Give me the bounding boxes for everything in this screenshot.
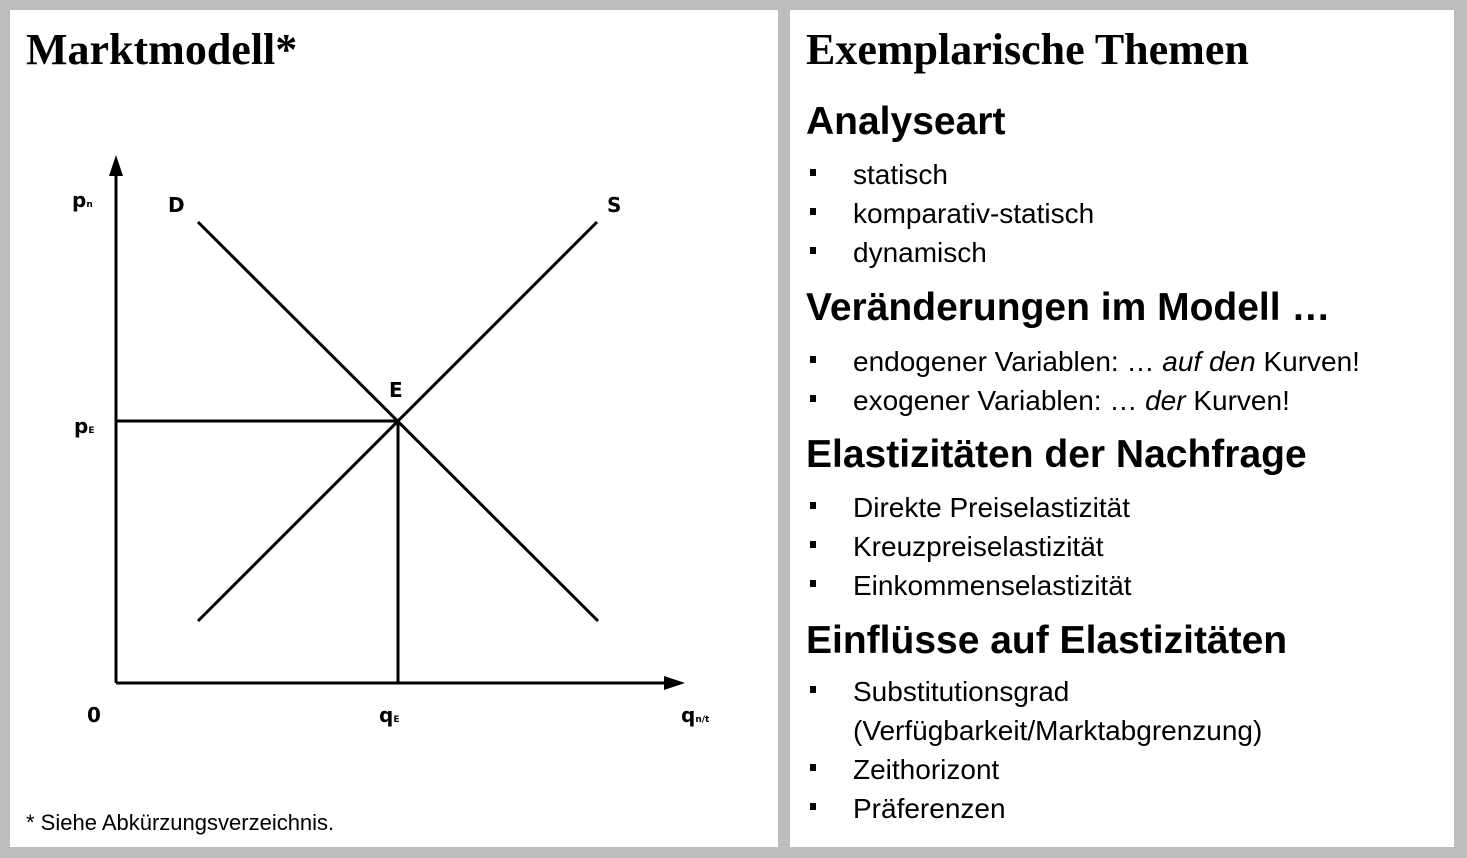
demand-label: D xyxy=(168,193,185,217)
origin-label: 0 xyxy=(87,703,101,727)
list-item: Direkte Preiselastizität xyxy=(806,488,1446,527)
equilibrium-label: E xyxy=(389,378,403,402)
market-model-title: Marktmodell* xyxy=(26,25,298,74)
list-item: komparativ-statisch xyxy=(806,194,1446,233)
price-axis-arrow xyxy=(109,155,123,176)
bullet-icon xyxy=(810,803,816,810)
equilibrium-quantity-label: qE xyxy=(379,703,400,727)
list-veraenderungen xyxy=(806,342,1446,420)
list-item: Substitutionsgrad (Verfügbarkeit/Marktabgrenzung) xyxy=(806,672,1446,750)
list-item: Präferenzen xyxy=(806,789,1446,828)
topics-list xyxy=(806,94,1446,828)
section-heading-analyseart: Analyseart xyxy=(806,100,1006,143)
bullet-icon xyxy=(810,208,816,215)
list-item: Kreuzpreiselastizität xyxy=(806,527,1446,566)
section-heading-veraenderungen: Veränderungen im Modell … xyxy=(806,285,1331,329)
list-elastizitaeten xyxy=(806,488,1446,605)
bullet-icon xyxy=(810,580,816,587)
list-analyseart xyxy=(806,155,1446,272)
bullet-icon xyxy=(810,169,816,176)
equilibrium-price-label: pE xyxy=(74,414,95,438)
quantity-axis-label: qn/t xyxy=(681,703,710,727)
bullet-icon xyxy=(810,356,816,363)
list-item: exogener Variablen: … der Kurven! xyxy=(806,381,1446,420)
list-einfluesse xyxy=(806,672,1446,828)
bullet-icon xyxy=(810,247,816,254)
bullet-icon xyxy=(810,764,816,771)
section-heading-elastizitaeten: Elastizitäten der Nachfrage xyxy=(806,432,1307,476)
list-item: Zeithorizont xyxy=(806,750,1446,789)
topics-title: Exemplarische Themen xyxy=(806,25,1249,74)
list-item: statisch xyxy=(806,155,1446,194)
list-item: Einkommenselastizität xyxy=(806,566,1446,605)
topics-panel xyxy=(790,10,1454,847)
section-heading-einfluesse: Einflüsse auf Elastizitäten xyxy=(806,618,1288,662)
supply-demand-diagram xyxy=(10,10,778,800)
bullet-icon xyxy=(810,395,816,402)
bullet-icon xyxy=(810,502,816,509)
bullet-icon xyxy=(810,541,816,548)
price-axis-label: pn xyxy=(72,188,93,212)
market-model-panel xyxy=(10,10,778,847)
footnote: * Siehe Abkürzungsverzeichnis. xyxy=(26,810,335,835)
supply-label: S xyxy=(607,193,622,217)
quantity-axis-arrow xyxy=(664,676,685,690)
list-item: endogener Variablen: … auf den Kurven! xyxy=(806,342,1446,381)
bullet-icon xyxy=(810,686,816,693)
list-item: dynamisch xyxy=(806,233,1446,272)
